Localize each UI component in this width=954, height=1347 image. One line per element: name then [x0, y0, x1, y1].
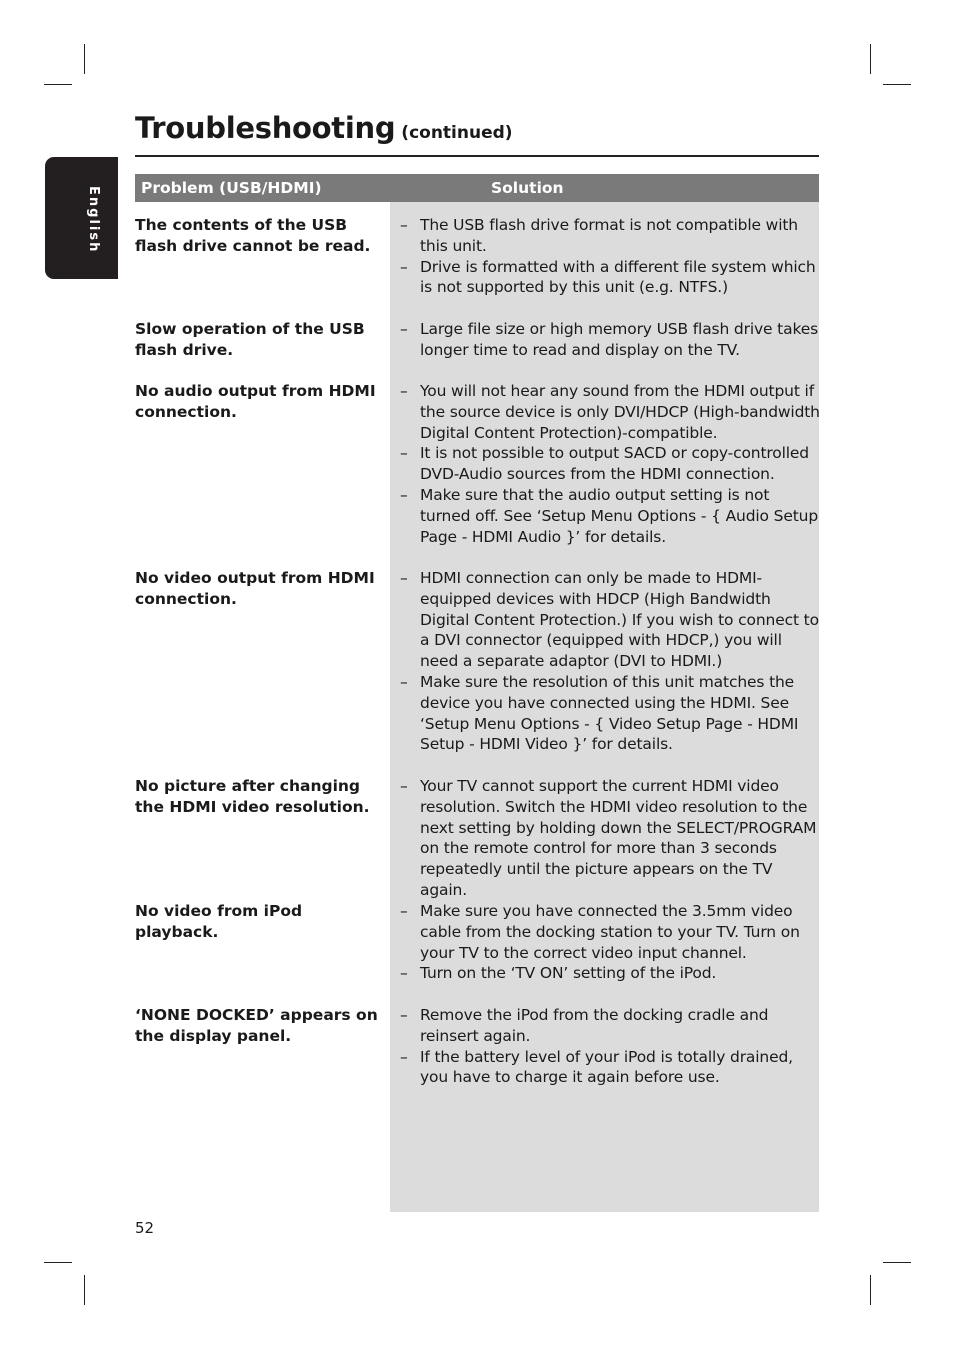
page-title: [135, 111, 819, 157]
solution-list: [400, 568, 820, 755]
header-solution: Solution: [491, 179, 564, 197]
problem-text: No video from iPod playback.: [135, 902, 303, 941]
solution-item: – If the battery level of your iPod is totally drained, you have to charge it again before use.: [400, 1047, 793, 1087]
crop-mark: [84, 44, 85, 74]
header-problem: Problem (USB/HDMI): [141, 179, 322, 197]
solution-list: [400, 381, 820, 547]
solution-item: – Large file size or high memory USB flash drive takes longer time to read and display on the TV.: [400, 320, 819, 359]
problem-text: Slow operation of the USB flash drive.: [135, 320, 365, 359]
solution-item: – The USB flash drive format is not compatible with this unit.: [400, 216, 798, 255]
language-tab-label: English: [86, 186, 101, 254]
solution-item: – Drive is formatted with a different file system which is not supported by this unit (e.g. NTFS.): [400, 257, 816, 297]
solution-list: [400, 1005, 820, 1088]
crop-mark: [883, 84, 911, 85]
problem-text: No picture after changing the HDMI video resolution.: [135, 777, 370, 816]
solution-item: – Turn on the ‘TV ON’ setting of the iPod.: [400, 964, 717, 983]
problem-text: The contents of the USB flash drive cannot be read.: [135, 216, 371, 255]
table-header: [135, 174, 819, 202]
solution-list: [400, 776, 820, 901]
problem-text: No audio output from HDMI connection.: [135, 382, 376, 421]
crop-mark: [883, 1262, 911, 1263]
crop-mark: [44, 84, 72, 85]
solution-item: – It is not possible to output SACD or copy-controlled DVD-Audio sources from the HDMI connection.: [400, 444, 809, 484]
solution-item: – Make sure you have connected the 3.5mm video cable from the docking station to your TV. Turn on your TV to the correct video input channel.: [400, 902, 800, 962]
solution-item: – Your TV cannot support the current HDMI video resolution. Switch the HDMI video resolution to the next setting by holding down the SELECT/PROGRAM on the remote control for more than 3 seconds repeatedly until the picture appears on the TV again.: [400, 777, 817, 899]
solution-item: – Make sure the resolution of this unit matches the device you have connected using the HDMI. See ‘Setup Menu Options - { Video Setup Page - HDMI Setup - HDMI Video }’ for details.: [400, 672, 799, 754]
solution-item: – Remove the iPod from the docking cradle and reinsert again.: [400, 1006, 769, 1045]
language-tab-label-wrap: [45, 157, 118, 279]
crop-mark: [870, 44, 871, 74]
crop-mark: [44, 1262, 72, 1263]
page-title-suffix: (continued): [401, 123, 513, 143]
solution-item: – Make sure that the audio output setting is not turned off. See ‘Setup Menu Options - { Audio Setup Page - HDMI Audio }’ for details.: [400, 485, 819, 546]
solution-list: [400, 901, 820, 984]
solution-item: – HDMI connection can only be made to HDMI-equipped devices with HDCP (High Bandwidth Digital Content Protection.) If you wish to connect to a DVI connector (equipped with HDCP,) you will need a separate adaptor (DVI to HDMI.): [400, 569, 819, 671]
crop-mark: [870, 1275, 871, 1305]
problem-text: No video output from HDMI connection.: [135, 569, 375, 608]
page-title-text: Troubleshooting: [135, 111, 396, 145]
solution-list: [400, 215, 820, 298]
problem-text: ‘NONE DOCKED’ appears on the display panel.: [135, 1006, 378, 1045]
solution-item: – You will not hear any sound from the HDMI output if the source device is only DVI/HDCP (High-bandwidth Digital Content Protection)-compatible.: [400, 382, 820, 442]
crop-mark: [84, 1275, 85, 1305]
page-number: 52: [135, 1219, 155, 1237]
solution-list: [400, 319, 820, 361]
